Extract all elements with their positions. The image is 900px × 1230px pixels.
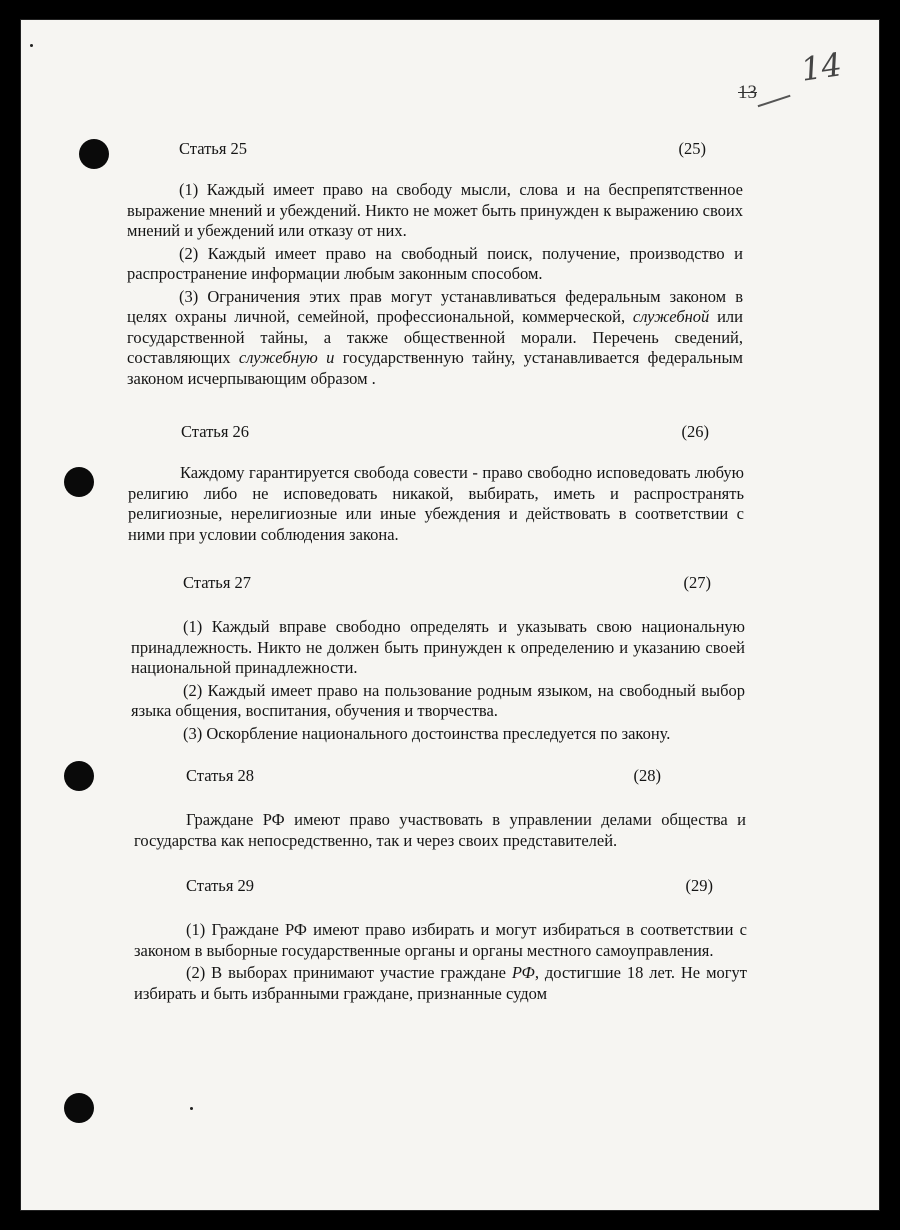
article-heading (181, 422, 709, 443)
paragraph: (1) Каждый имеет право на свободу мысли, слова и на беспрепятственное выражение мнений и убеждений. Никто не может быть принужден к выражению своих мнений и убеждений или отказу от них. (127, 180, 743, 240)
article-body (128, 463, 744, 545)
article-title: Статья 28 (186, 766, 255, 785)
handwritten-page-number: 14 (798, 45, 845, 89)
paragraph: (2) В выборах принимают участие граждане РФ, достигшие 18 лет. Не могут избирать и быть избранными граждане, признанные судом (134, 963, 747, 1003)
page-number: 13 (738, 82, 757, 103)
article-body (127, 180, 743, 389)
paragraph: (2) Каждый имеет право на пользование родным языком, на свободный выбор языка общения, воспитания, обучения и творчества. (131, 680, 745, 720)
document-page (20, 19, 880, 1211)
article-title: Статья 25 (179, 139, 248, 158)
article-number: (26) (681, 422, 709, 441)
article-body (134, 810, 746, 851)
article-body (134, 920, 747, 1004)
article-number: (28) (633, 766, 661, 785)
article-heading (186, 876, 713, 897)
paragraph: (3) Оскорбление национального достоинства преследуется по закону. (183, 723, 671, 743)
article-number: (29) (685, 876, 713, 895)
article-heading (179, 139, 706, 160)
document-body (21, 20, 879, 1210)
emphasized-text: РФ (511, 963, 535, 982)
article-title: Статья 27 (183, 573, 252, 592)
article-number: (25) (678, 139, 706, 158)
paragraph: (1) Граждане РФ имеют право избирать и могут избираться в соответствии с законом в выборные государственные органы и органы местного самоуправления. (134, 920, 747, 960)
article-heading (183, 573, 711, 594)
emphasized-text: служебной (632, 307, 710, 326)
emphasized-text: служебную и (238, 348, 335, 367)
article-number: (27) (683, 573, 711, 592)
article-body (131, 617, 745, 744)
article-title: Статья 29 (186, 876, 255, 895)
article-heading (186, 766, 661, 787)
paragraph: Граждане РФ имеют право участвовать в управлении делами общества и государства как непосредственно, так и через своих представителей. (134, 810, 746, 850)
paragraph: (3) Ограничения этих прав могут устанавливаться федеральным законом в целях охраны личной, семейной, профессиональной, коммерческой, служебной или государственной тайны, а также общественной морали. Перечень сведений, составляющих служебную и государственную тайну, устанавливается федеральным законом исчерпывающим образом . (127, 286, 743, 388)
paragraph: Каждому гарантируется свобода совести - право свободно исповедовать любую религию либо не исповедовать никакой, выбирать, иметь и распространять религиозные, нерелигиозные или иные убеждения и действовать в соответствии с ними при условии соблюдения закона. (128, 463, 744, 544)
paragraph: (2) Каждый имеет право на свободный поиск, получение, производство и распространение информации любым законным способом. (127, 243, 743, 283)
article-title: Статья 26 (181, 422, 250, 441)
paragraph: (1) Каждый вправе свободно определять и указывать свою национальную принадлежность. Никто не должен быть принужден к определению и указанию своей национальной принадлежности. (131, 617, 745, 677)
